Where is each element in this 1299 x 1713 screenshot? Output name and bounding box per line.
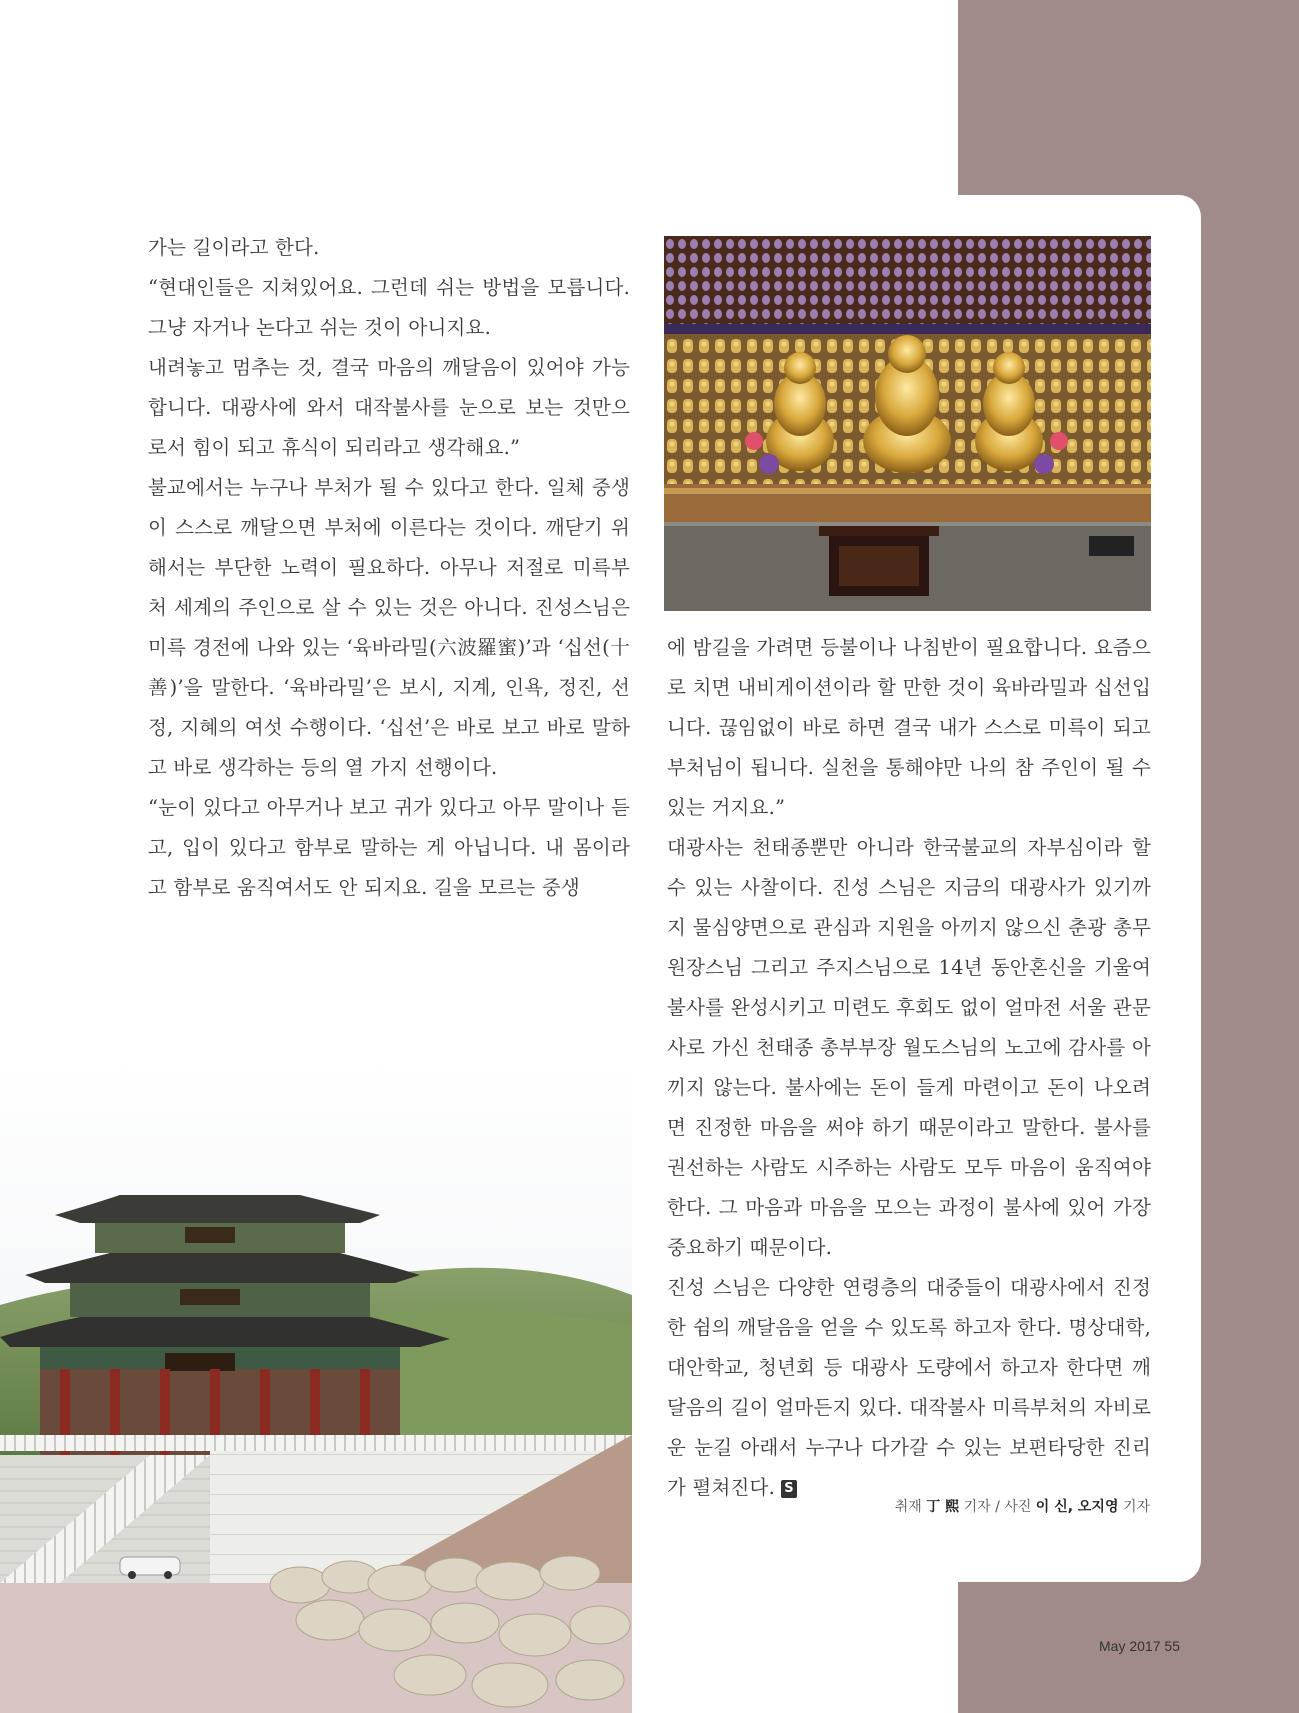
left-paragraph-2: “현대인들은 지쳐있어요. 그런데 쉬는 방법을 모릅니다. 그냥 자거나 논다고 쉬는 것이 아니지요.	[148, 276, 630, 339]
credit-reporter: 丁 熙	[926, 1499, 960, 1515]
credit-role: 기자 / 사진	[963, 1499, 1032, 1515]
left-text-column	[148, 228, 630, 908]
right-paragraph-3-text: 진성 스님은 다양한 연령층의 대중들이 대광사에서 진정한 쉼의 깨달음을 얻을 수 있도록 하고자 한다. 명상대학, 대안학교, 청년회 등 대광사 도량에서 하고자 한다면 깨달음의 길이 얼마든지 있다. 대작불사 미륵부처의 자비로운 눈길 아래서 누구나 다가갈 수 있는 보편타당한 진리가 펼쳐진다.	[667, 1276, 1151, 1499]
right-paragraph-1: 에 밤길을 가려면 등불이나 나침반이 필요합니다. 요즘으로 치면 내비게이션이라 할 만한 것이 육바라밀과 십선입니다. 끊임없이 바로 하면 결국 내가 스스로 미륵이 되고 부처님이 됩니다. 실천을 통해야만 나의 참 주인이 될 수 있는 거지요.”	[667, 636, 1151, 819]
article-end-mark: S	[781, 1480, 797, 1498]
buddha-hall-interior-photo	[664, 236, 1151, 611]
left-paragraph-1: 가는 길이라고 한다.	[148, 236, 320, 259]
left-paragraph-4: 불교에서는 누구나 부처가 될 수 있다고 한다. 일체 중생이 스스로 깨달으면 부처에 이른다는 것이다. 깨닫기 위해서는 부단한 노력이 필요하다. 아무나 저절로 미륵부처 세계의 주인으로 살 수 있는 것은 아니다. 진성스님은 미륵 경전에 나와 있는 ‘육바라밀(六波羅蜜)’과 ‘십선(十善)’을 말한다. ‘육바라밀’은 보시, 지계, 인욕, 정진, 선정, 지혜의 여섯 수행이다. ‘십선’은 바로 보고 바로 말하고 바로 생각하는 등의 열 가지 선행이다.	[148, 476, 630, 779]
credit-label: 취재	[894, 1499, 922, 1515]
page-number: May 2017 55	[1099, 1638, 1180, 1654]
left-paragraph-3: 내려놓고 멈추는 것, 결국 마음의 깨달음이 있어야 가능합니다. 대광사에 와서 대작불사를 눈으로 보는 것만으로서 힘이 되고 휴식이 되리라고 생각해요.”	[148, 356, 630, 459]
right-paragraph-3	[667, 1268, 1151, 1508]
temple-pagoda-photo	[0, 1055, 632, 1713]
right-paragraph-2: 대광사는 천태종뿐만 아니라 한국불교의 자부심이라 할 수 있는 사찰이다. 진성 스님은 지금의 대광사가 있기까지 물심양면으로 관심과 지원을 아끼지 않으신 춘광 총무원장스님 그리고 주지스님으로 14년 동안혼신을 기울여 불사를 완성시키고 미련도 후회도 없이 얼마전 서울 관문사로 가신 천태종 총부부장 월도스님의 노고에 감사를 아끼지 않는다. 불사에는 돈이 들게 마련이고 돈이 나오려면 진정한 마음을 써야 하기 때문이라고 말한다. 불사를 권선하는 사람도 시주하는 사람도 모두 마음이 움직여야한다. 그 마음과 마음을 모으는 과정이 불사에 있어 가장 중요하기 때문이다.	[667, 836, 1151, 1259]
credit-role-2: 기자	[1122, 1499, 1150, 1515]
right-text-column	[667, 628, 1151, 1508]
photo-credit	[895, 1496, 1150, 1516]
left-paragraph-5: “눈이 있다고 아무거나 보고 귀가 있다고 아무 말이나 듣고, 입이 있다고 함부로 말하는 게 아닙니다. 내 몸이라고 함부로 움직여서도 안 되지요. 길을 모르는 중생	[148, 796, 630, 899]
credit-photographers: 이 신, 오지영	[1035, 1499, 1119, 1515]
